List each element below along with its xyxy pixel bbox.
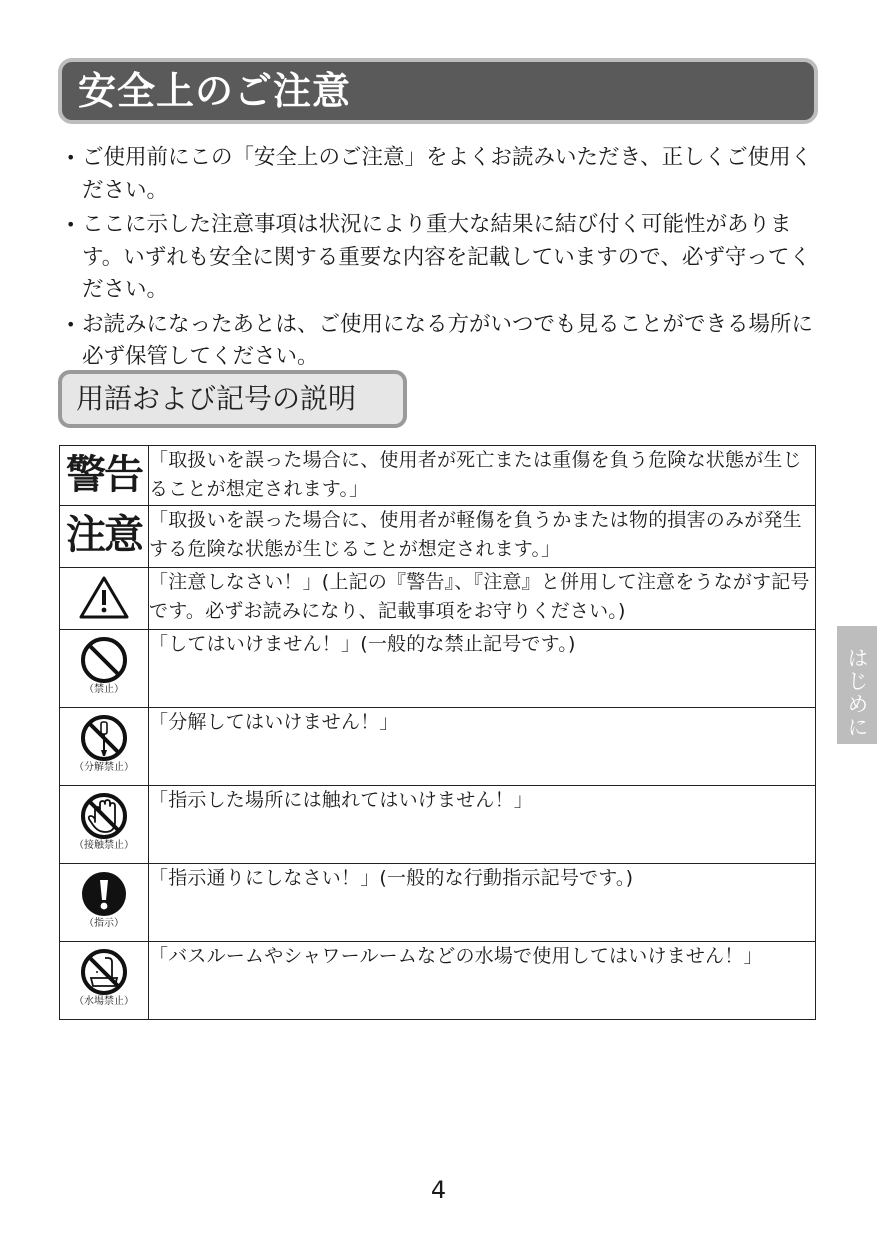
row-description: 「指示通りにしなさい！」(一般的な行動指示記号です。): [149, 864, 816, 942]
table-row: [60, 630, 816, 708]
safety-notes: [66, 142, 818, 376]
section-side-tab: はじめに: [837, 626, 877, 744]
page-title: 安全上のご注意: [58, 58, 818, 124]
row-description: 「取扱いを誤った場合に、使用者が死亡または重傷を負う危険な状態が生じることが想定されます。」: [149, 446, 816, 506]
table-row: [60, 942, 816, 1020]
caution-label: 注意: [66, 512, 142, 558]
warning-label: 警告: [66, 452, 142, 498]
table-row: [60, 568, 816, 630]
table-row: [60, 786, 816, 864]
section-title: 用語および記号の説明: [58, 370, 407, 428]
row-description: 「バスルームやシャワールームなどの水場で使用してはいけません！」: [149, 942, 816, 1020]
table-row: [60, 506, 816, 568]
no-water-area-icon: [79, 948, 129, 996]
note-item: • ここに示した注意事項は状況により重大な結果に結び付く可能性があります。いずれも安全に関する重要な内容を記載していますので、必ず守ってください。: [66, 209, 818, 307]
icon-caption: （分解禁止）: [74, 762, 134, 773]
icon-caption: （接触禁止）: [74, 840, 134, 851]
no-disassembly-icon: [79, 714, 129, 762]
row-description: 「注意しなさい！」(上記の『警告』、『注意』と併用して注意をうながす記号です。必ずお読みになり、記載事項をお守りください。): [149, 568, 816, 630]
caution-triangle-icon: [78, 574, 130, 620]
symbol-table: [59, 445, 816, 1020]
icon-caption: （指示）: [84, 918, 124, 929]
prohibition-icon: [79, 636, 129, 684]
no-touch-icon: [79, 792, 129, 840]
table-row: [60, 446, 816, 506]
table-row: [60, 864, 816, 942]
note-item: • お読みになったあとは、ご使用になる方がいつでも見ることができる場所に必ず保管してください。: [66, 309, 818, 374]
icon-caption: （禁止）: [84, 684, 124, 695]
row-description: 「分解してはいけません！」: [149, 708, 816, 786]
row-description: 「取扱いを誤った場合に、使用者が軽傷を負うかまたは物的損害のみが発生する危険な状態が生じることが想定されます。」: [149, 506, 816, 568]
mandatory-icon: [79, 870, 129, 918]
table-row: [60, 708, 816, 786]
note-item: • ご使用前にこの「安全上のご注意」をよくお読みいただき、正しくご使用ください。: [66, 142, 818, 207]
row-description: 「指示した場所には触れてはいけません！」: [149, 786, 816, 864]
page-number: 4: [430, 1176, 447, 1204]
row-description: 「してはいけません！」(一般的な禁止記号です。): [149, 630, 816, 708]
icon-caption: （水場禁止）: [74, 996, 134, 1007]
